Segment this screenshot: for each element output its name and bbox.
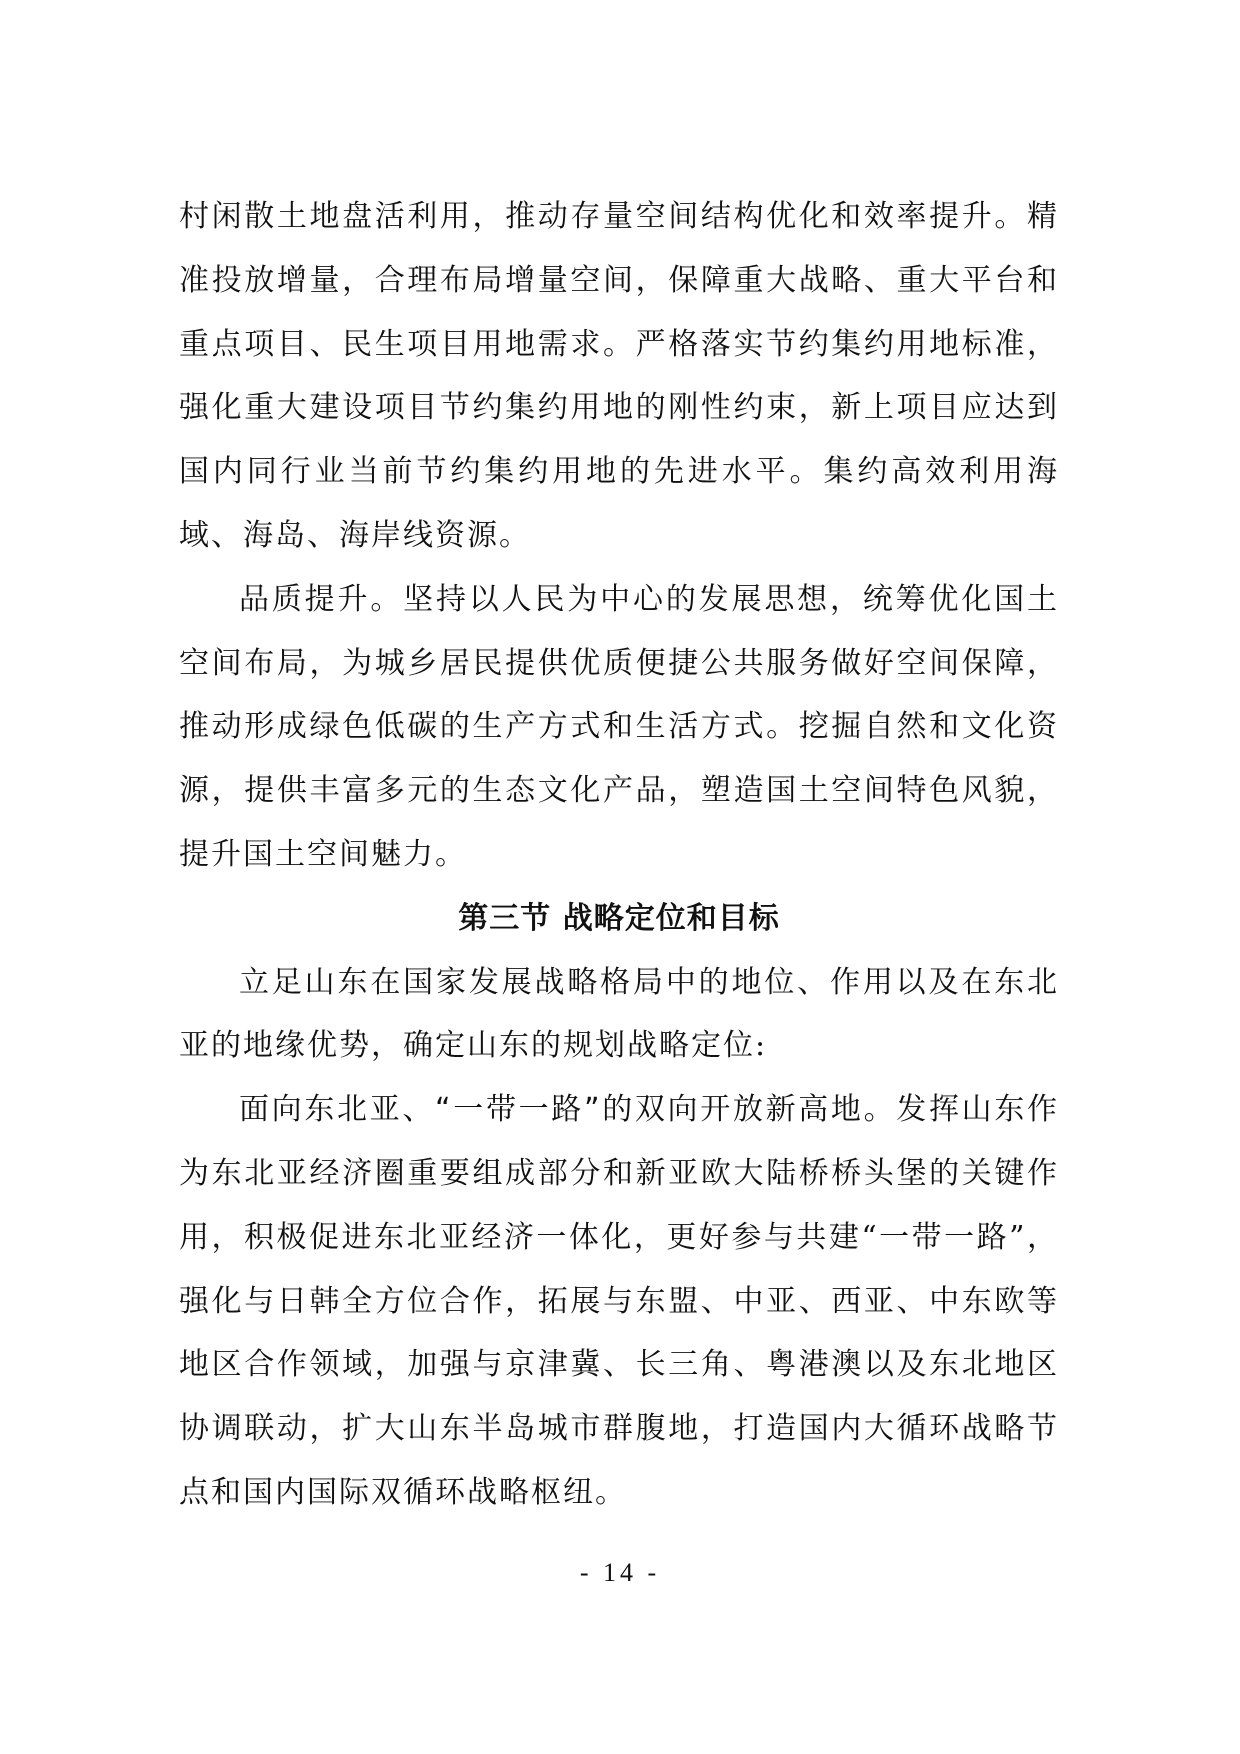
document-body (179, 185, 1059, 1525)
paragraph-text: 村闲散土地盘活利用，推动存量空间结构优化和效率提升。精准投放增量，合理布局增量空间，保障重大战略、重大平台和重点项目、民生项目用地需求。严格落实节约集约用地标准，强化重大建设项目节约集约用地的刚性约束，新上项目应达到国内同行业当前节约集约用地的先进水平。集约高效利用海域、海岛、海岸线资源。 (179, 199, 1059, 553)
paragraph-opening-up-highland (179, 1078, 1059, 1525)
paragraph-text: 坚持以人民为中心的发展思想，统筹优化国土空间布局，为城乡居民提供优质便捷公共服务做好空间保障，推动形成绿色低碳的生产方式和生活方式。挖掘自然和文化资源，提供丰富多元的生态文化产品，塑造国土空间特色风貌，提升国土空间魅力。 (179, 581, 1060, 872)
paragraph-text: 立足山东在国家发展战略格局中的地位、作用以及在东北亚的地缘优势，确定山东的规划战略定位: (179, 964, 1059, 1064)
paragraph-text: 发挥山东作为东北亚经济圈重要组成部分和新亚欧大陆桥桥头堡的关键作用，积极促进东北亚经济一体化，更好参与共建“一带一路”，强化与日韩全方位合作，拓展与东盟、中亚、西亚、中东欧等地区合作领域，加强与京津冀、长三角、粤港澳以及东北地区协调联动，扩大山东半岛城市群腹地，打造国内大循环战略节点和国内国际双循环战略枢纽。 (179, 1092, 1060, 1510)
page-number: - 14 - (579, 1558, 661, 1587)
paragraph-lead: 品质提升。 (239, 581, 404, 617)
section-heading: 第三节 战略定位和目标 (458, 900, 780, 936)
paragraph-land-use-continued (179, 185, 1059, 568)
paragraph-quality-improvement (179, 568, 1059, 887)
paragraph-strategic-positioning-intro (179, 951, 1059, 1079)
paragraph-lead: 面向东北亚、“一带一路”的双向开放新高地。 (239, 1092, 897, 1128)
